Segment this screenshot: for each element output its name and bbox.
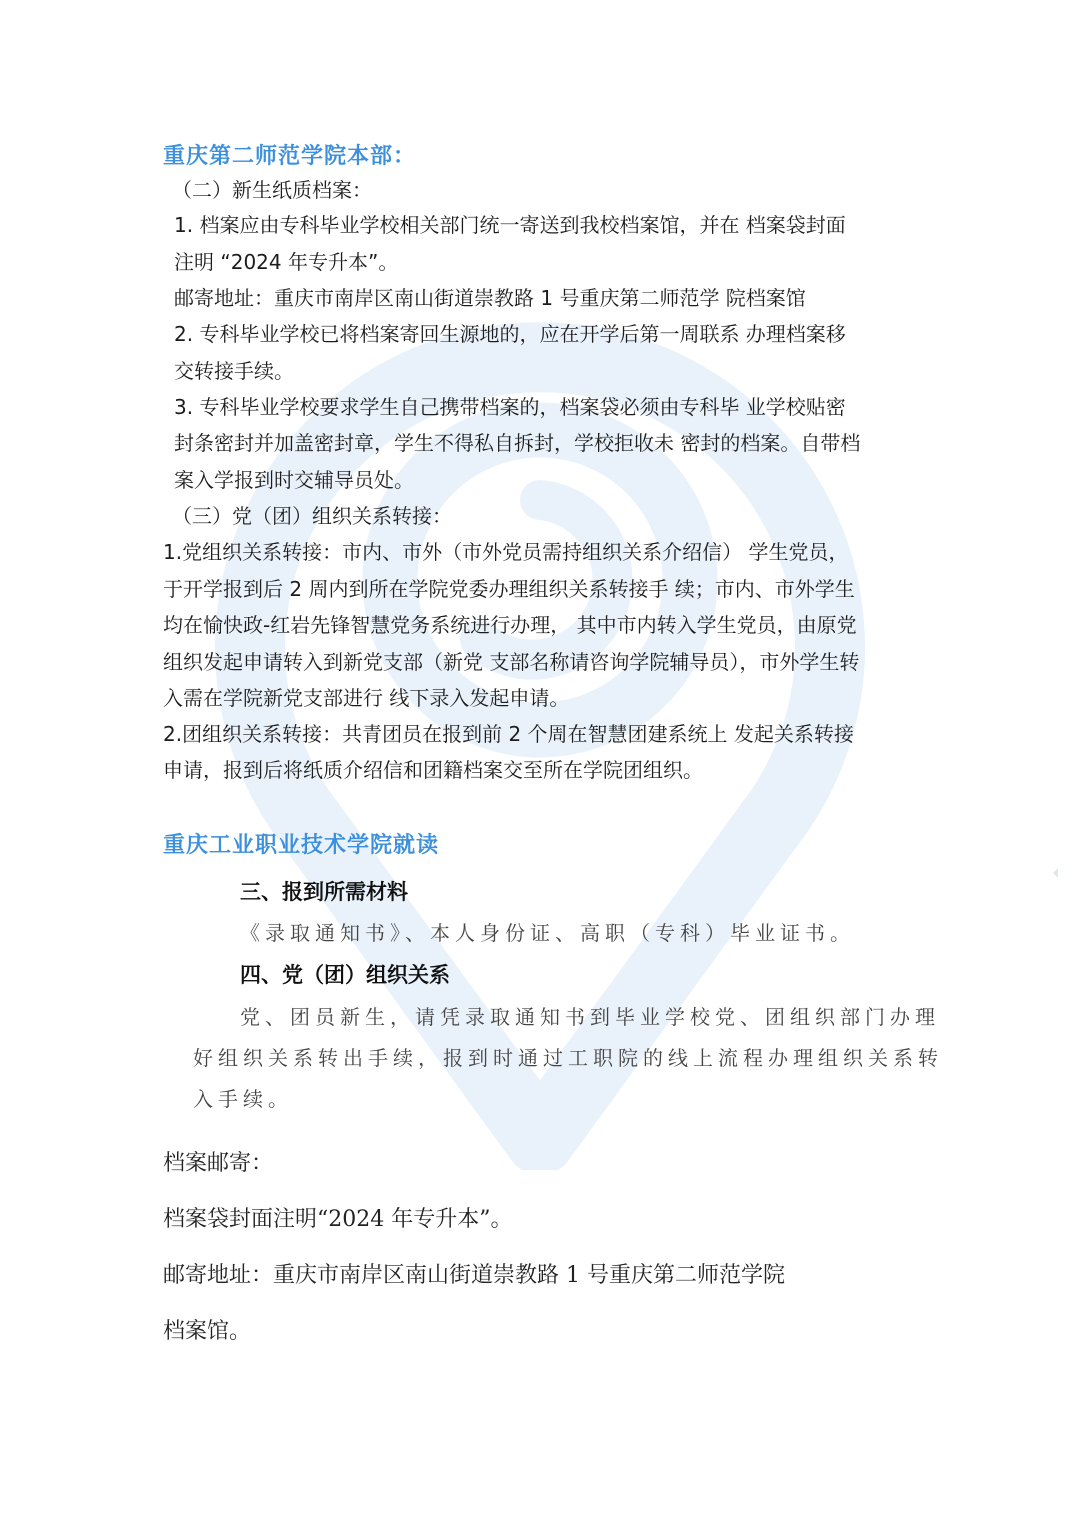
archive-address-cont: 档案馆。 (163, 1319, 252, 1344)
edge-marker (1053, 868, 1058, 878)
text-line: 于开学报到后 2 周内到所在学院党委办理组织关系转接手 续；市内、市外学生 (163, 577, 855, 601)
text-line: 入需在学院新党支部进行 线下录入发起申请。 (163, 686, 570, 710)
text-line: 2.团组织关系转接：共青团员在报到前 2 个周在智慧团建系统上 发起关系转接 (163, 722, 854, 746)
section-heading-cqipc: 重庆工业职业技术学院就读 (163, 833, 440, 858)
sub-heading-org: 四、党（团）组织关系 (240, 963, 450, 987)
text-line: 邮寄地址：重庆市南岸区南山街道崇教路 1 号重庆第二师范学 院档案馆 (174, 286, 806, 310)
text-line: 封条密封并加盖密封章，学生不得私自拆封，学校拒收未 密封的档案。自带档 (174, 431, 861, 455)
org-text-line: 入手续。 (193, 1087, 293, 1111)
text-line: （二）新生纸质档案： (172, 178, 372, 202)
archive-note: 档案袋封面注明“2024 年专升本”。 (163, 1207, 513, 1232)
org-text-line: 党、团员新生，请凭录取通知书到毕业学校党、团组织部门办理 (240, 1005, 940, 1029)
text-line: 均在愉快政-红岩先锋智慧党务系统进行办理， 其中市内转入学生党员，由原党 (163, 613, 857, 637)
text-line: 案入学报到时交辅导员处。 (174, 468, 414, 492)
text-line: 2. 专科毕业学校已将档案寄回生源地的，应在开学后第一周联系 办理档案移 (174, 322, 846, 346)
text-line: 注明 “2024 年专升本”。 (174, 250, 399, 274)
org-text-line: 好组织关系转出手续，报到时通过工职院的线上流程办理组织关系转 (193, 1046, 943, 1070)
text-line: 交转接手续。 (174, 359, 294, 383)
archive-title: 档案邮寄： (163, 1151, 274, 1176)
sub-heading-materials: 三、报到所需材料 (240, 880, 408, 904)
text-line: （三）党（团）组织关系转接： (172, 504, 452, 528)
text-line: 3. 专科毕业学校要求学生自己携带档案的，档案袋必须由专科毕 业学校贴密 (174, 395, 846, 419)
archive-address: 邮寄地址：重庆市南岸区南山街道崇教路 1 号重庆第二师范学院 (163, 1263, 785, 1288)
text-line: 组织发起申请转入到新党支部（新党 支部名称请咨询学院辅导员），市外学生转 (163, 650, 860, 674)
materials-text: 《录取通知书》、本人身份证、高职（专科）毕业证书。 (240, 921, 855, 945)
section-heading-cqnu: 重庆第二师范学院本部： (163, 144, 417, 169)
text-line: 1. 档案应由专科毕业学校相关部门统一寄送到我校档案馆，并在 档案袋封面 (174, 213, 846, 237)
text-line: 1.党组织关系转接：市内、市外（市外党员需持组织关系介绍信） 学生党员， (163, 540, 849, 564)
text-line: 申请，报到后将纸质介绍信和团籍档案交至所在学院团组织。 (163, 758, 703, 782)
